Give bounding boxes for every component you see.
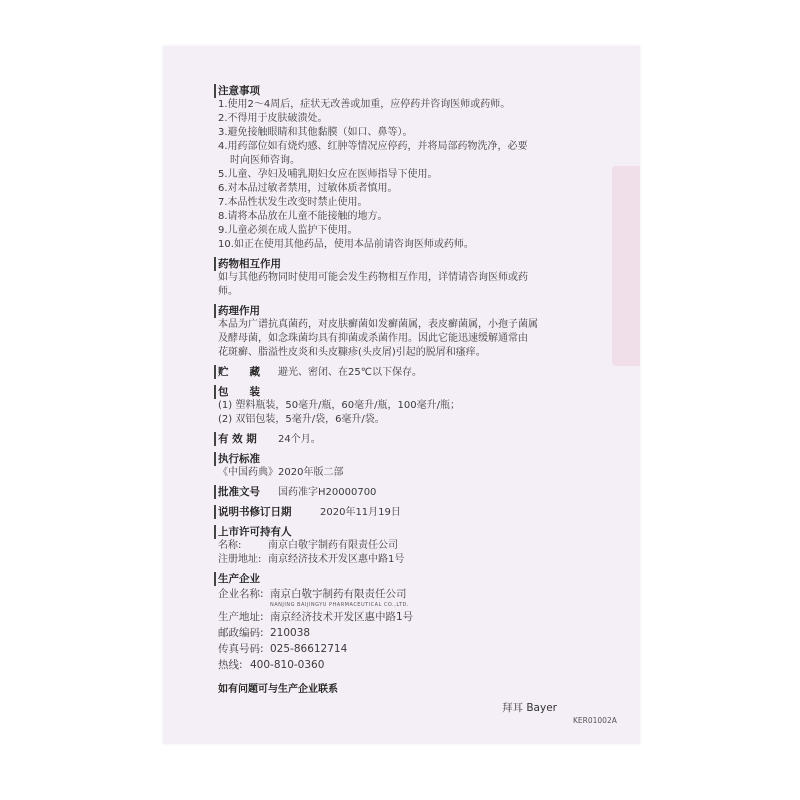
manufacturer-postcode-row — [214, 625, 584, 641]
approval-value: 国药准字H20000700 — [278, 487, 377, 498]
holder-address: 南京经济技术开发区惠中路1号 — [268, 554, 405, 565]
manufacturer-postcode-label: 邮政编码: — [218, 627, 264, 639]
standard-value: 《中国药典》2020年版二部 — [218, 467, 344, 478]
packaging-line: (1) 塑料瓶装，50毫升/瓶，60毫升/瓶，100毫升/瓶； — [218, 400, 460, 411]
pharmacology-line: 花斑癣、脂溢性皮炎和头皮糠疹(头皮屑)引起的脱屑和瘙痒。 — [218, 347, 486, 358]
revision-value: 2020年11月19日 — [320, 507, 401, 518]
notes-item: 3.避免接触眼睛和其他黏膜（如口、鼻等）。 — [218, 127, 413, 138]
manufacturer-fax: 025-86612714 — [270, 643, 348, 655]
manufacturer-fax-row — [214, 641, 584, 657]
section-heading-notes: 注意事项 — [214, 84, 584, 98]
interaction-line: 师。 — [218, 286, 238, 297]
section-heading-revision: 说明书修订日期 — [214, 505, 314, 519]
manufacturer-address-row — [214, 609, 584, 625]
manufacturer-name: 南京白敬宇制药有限责任公司 — [270, 588, 407, 600]
bleed-through-mark — [612, 166, 640, 366]
notes-list — [214, 98, 584, 252]
notes-item: 7.本品性状发生改变时禁止使用。 — [218, 197, 368, 208]
section-heading-pharmacology: 药理作用 — [214, 304, 584, 318]
manufacturer-name-en: NANJING BAIJINGYU PHARMACEUTICAL CO.,LTD. — [270, 602, 409, 608]
notes-item: 4.用药部位如有烧灼感、红肿等情况应停药，并将局部药物洗净，必要 — [218, 141, 528, 152]
manufacturer-hotline: 400-810-0360 — [250, 659, 325, 671]
notes-item: 5.儿童、孕妇及哺乳期妇女应在医师指导下使用。 — [218, 169, 438, 180]
section-heading-manufacturer: 生产企业 — [214, 572, 584, 586]
manufacturer-name-label: 企业名称: — [218, 588, 264, 600]
holder-name-row — [214, 539, 584, 553]
leaflet-content — [214, 84, 584, 697]
manufacturer-name-row — [214, 586, 584, 602]
storage-row — [214, 365, 584, 380]
manufacturer-hotline-label: 热线: — [218, 659, 243, 671]
revision-row — [214, 505, 584, 520]
document-code: KER01002A — [573, 716, 617, 725]
notes-item: 9.儿童必须在成人监护下使用。 — [218, 225, 358, 236]
holder-address-label: 注册地址: — [218, 554, 262, 565]
section-heading-holder: 上市许可持有人 — [214, 525, 584, 539]
notes-item: 2.不得用于皮肤破溃处。 — [218, 113, 328, 124]
notes-item: 8.请将本品放在儿童不能接触的地方。 — [218, 211, 388, 222]
holder-name-label: 名称: — [218, 540, 242, 551]
contact-note: 如有问题可与生产企业联系 — [218, 684, 338, 695]
approval-row — [214, 485, 584, 500]
pharmacology-line: 本品为广谱抗真菌药，对皮肤癣菌如发癣菌属，表皮癣菌属，小孢子菌属 — [218, 319, 538, 330]
notes-item: 10.如正在使用其他药品，使用本品前请咨询医师或药师。 — [218, 239, 474, 250]
holder-address-row — [214, 553, 584, 567]
notes-item: 6.对本品过敏者禁用，过敏体质者慎用。 — [218, 183, 398, 194]
notes-item: 1.使用2～4周后，症状无改善或加重，应停药并咨询医师或药师。 — [218, 99, 511, 110]
section-heading-validity: 有 效 期 — [214, 432, 272, 446]
manufacturer-fax-label: 传真号码: — [218, 643, 264, 655]
storage-value: 避光、密闭、在25℃以下保存。 — [278, 367, 422, 378]
leaflet-sheet — [163, 46, 640, 744]
manufacturer-address: 南京经济技术开发区惠中路1号 — [270, 611, 414, 623]
pharmacology-line: 及酵母菌，如念珠菌均具有抑菌或杀菌作用。因此它能迅速缓解通常由 — [218, 333, 528, 344]
manufacturer-postcode: 210038 — [270, 627, 311, 639]
section-heading-standard: 执行标准 — [214, 452, 584, 466]
manufacturer-address-label: 生产地址: — [218, 611, 264, 623]
validity-value: 24个月。 — [278, 434, 321, 445]
notes-item: 时向医师咨询。 — [230, 155, 300, 166]
holder-name: 南京白敬宇制药有限责任公司 — [268, 540, 398, 551]
validity-row — [214, 432, 584, 447]
section-heading-storage: 贮 藏 — [214, 365, 272, 379]
brand-signature: 拜耳 Bayer — [502, 702, 557, 714]
section-heading-approval: 批准文号 — [214, 485, 272, 499]
manufacturer-hotline-row — [214, 657, 584, 673]
packaging-line: (2) 双铝包装，5毫升/袋，6毫升/袋。 — [218, 414, 385, 425]
section-heading-packaging: 包 装 — [214, 385, 584, 399]
interaction-line: 如与其他药物同时使用可能会发生药物相互作用，详情请咨询医师或药 — [218, 272, 528, 283]
section-heading-interaction: 药物相互作用 — [214, 257, 584, 271]
